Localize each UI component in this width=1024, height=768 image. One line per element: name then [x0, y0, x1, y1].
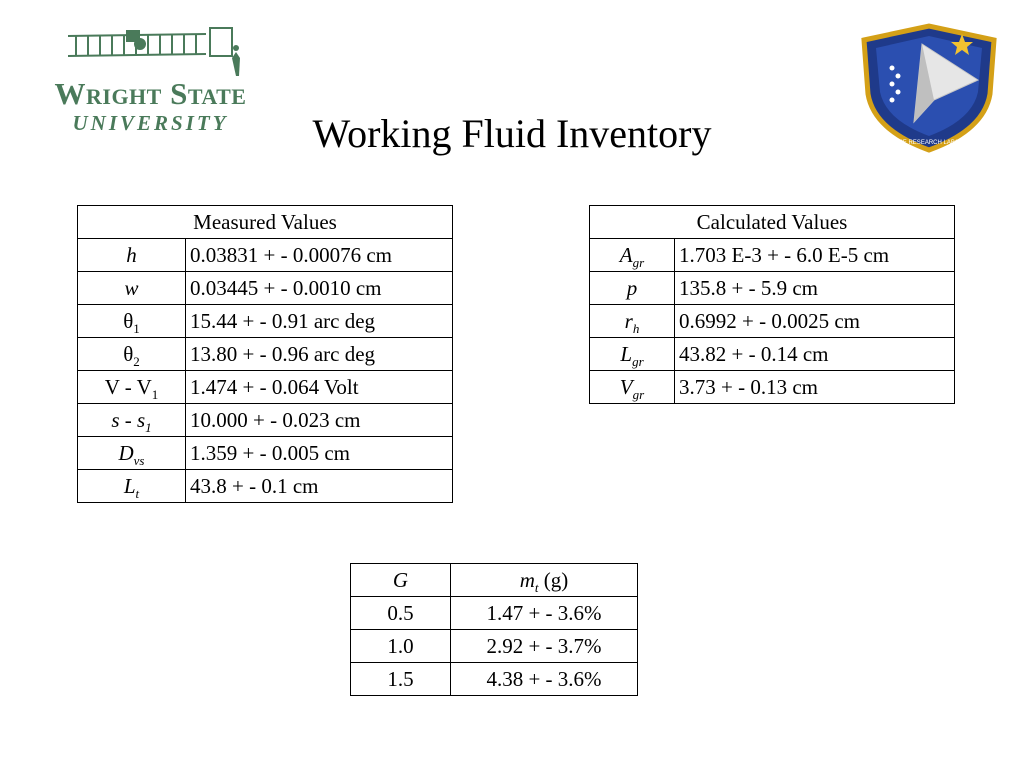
table-row [78, 404, 453, 437]
symbol-cell: $A_{gr}$ [590, 239, 675, 272]
symbol-cell: V - $V_1$ [78, 371, 186, 404]
symbol-cell: $L_t$ [78, 470, 186, 503]
g-cell: 1.5 [351, 663, 451, 696]
mass-cell: 2.92 + - 3.7% [451, 630, 638, 663]
symbol-cell: p [590, 272, 675, 305]
table-row [590, 272, 955, 305]
table-row [78, 371, 453, 404]
value-cell: 13.80 + - 0.96 arc deg [186, 338, 453, 371]
table-header-row [78, 206, 453, 239]
value-cell: 0.6992 + - 0.0025 cm [675, 305, 955, 338]
table-header-row [351, 564, 638, 597]
calculated-values-header: Calculated Values [590, 206, 955, 239]
symbol-cell: h [78, 239, 186, 272]
calculated-values-table [589, 205, 955, 404]
symbol-cell: w [78, 272, 186, 305]
table-row [351, 630, 638, 663]
value-cell: 3.73 + - 0.13 cm [675, 371, 955, 404]
symbol-cell: $\theta_2$ [78, 338, 186, 371]
mass-cell: 4.38 + - 3.6% [451, 663, 638, 696]
symbol-cell: s - $s_1$ [78, 404, 186, 437]
table-row [78, 437, 453, 470]
afrl-ring-text: AIR FORCE RESEARCH LABORATORY [874, 140, 984, 146]
table-row [590, 371, 955, 404]
symbol-cell: $V_{gr}$ [590, 371, 675, 404]
table-row [351, 663, 638, 696]
table-row [78, 239, 453, 272]
symbol-cell: $\theta_1$ [78, 305, 186, 338]
table-row [78, 338, 453, 371]
table-row [78, 305, 453, 338]
wright-flyer-icon [66, 26, 241, 78]
g-cell: 1.0 [351, 630, 451, 663]
g-column-header: G [351, 564, 451, 597]
value-cell: 1.359 + - 0.005 cm [186, 437, 453, 470]
value-cell: 43.8 + - 0.1 cm [186, 470, 453, 503]
table-row [590, 239, 955, 272]
mass-table [350, 563, 638, 696]
value-cell: 43.82 + - 0.14 cm [675, 338, 955, 371]
value-cell: 10.000 + - 0.023 cm [186, 404, 453, 437]
table-header-row [590, 206, 955, 239]
page-title: Working Fluid Inventory [312, 111, 712, 156]
measured-values-table [77, 205, 453, 503]
wsu-university-text: UNIVERSITY [72, 111, 229, 135]
value-cell: 0.03831 + - 0.00076 cm [186, 239, 453, 272]
g-cell: 0.5 [351, 597, 451, 630]
table-row [78, 470, 453, 503]
value-cell: 1.703 E-3 + - 6.0 E-5 cm [675, 239, 955, 272]
wsu-name-text: Wright State [54, 76, 247, 111]
value-cell: 15.44 + - 0.91 arc deg [186, 305, 453, 338]
table-row [590, 305, 955, 338]
table-row [78, 272, 453, 305]
mass-cell: 1.47 + - 3.6% [451, 597, 638, 630]
measured-values-header: Measured Values [78, 206, 453, 239]
value-cell: 0.03445 + - 0.0010 cm [186, 272, 453, 305]
table-row [590, 338, 955, 371]
mass-column-header: $m_t$ (g) [451, 564, 638, 597]
value-cell: 1.474 + - 0.064 Volt [186, 371, 453, 404]
symbol-cell: $r_h$ [590, 305, 675, 338]
symbol-cell: $D_{vs}$ [78, 437, 186, 470]
value-cell: 135.8 + - 5.9 cm [675, 272, 955, 305]
symbol-cell: $L_{gr}$ [590, 338, 675, 371]
table-row [351, 597, 638, 630]
